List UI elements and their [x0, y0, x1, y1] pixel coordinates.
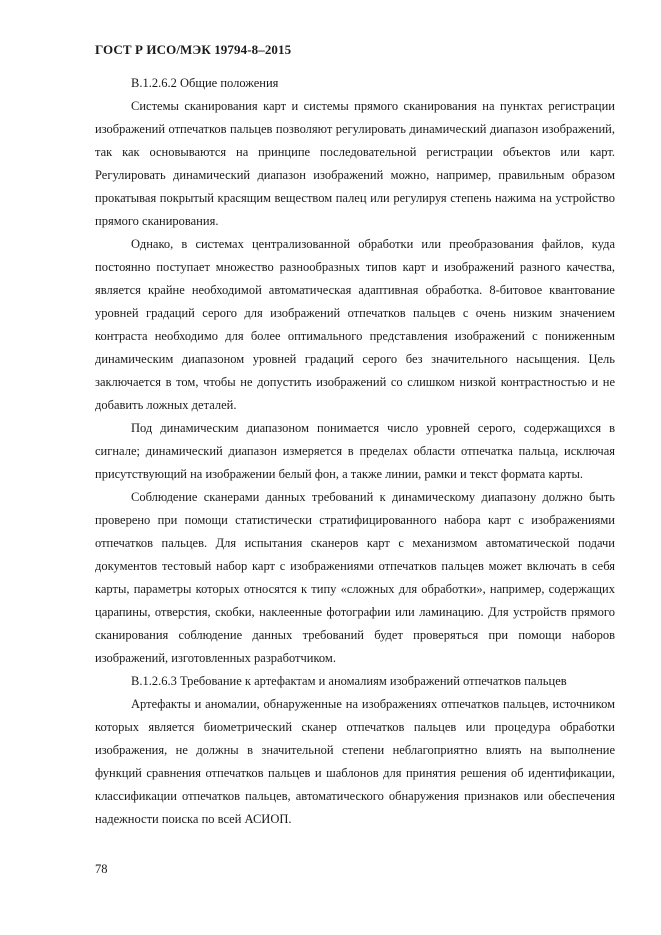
section-general-provisions — [95, 72, 615, 670]
document-header: ГОСТ Р ИСО/МЭК 19794-8–2015 — [95, 42, 292, 57]
section-heading: В.1.2.6.2 Общие положения — [131, 76, 279, 90]
paragraph: Под динамическим диапазоном понимается число уровней серого, содержащихся в сигнале; динамический диапазон измеряется в пределах области отпечатка пальца, исключая присутствующий на изображении белый фон, а также линии, рамки и текст формата карты. — [95, 421, 615, 481]
paragraph: Артефакты и аномалии, обнаруженные на изображениях отпечатков пальцев, источником которых является биометрический сканер отпечатков пальцев или процедура обработки изображения, не должны в значительной степени неблагоприятно влиять на выполнение функций сравнения отпечатков пальцев и шаблонов для принятия решения об идентификации, классификации отпечатков пальцев, автоматического обнаружения признаков или обеспечения надежности поиска по всей АСИОП. — [95, 697, 615, 826]
section-artifacts-requirements — [95, 670, 615, 831]
section-heading: В.1.2.6.3 Требование к артефактам и аномалиям изображений отпечатков пальцев — [131, 674, 567, 688]
paragraph: Однако, в системах централизованной обработки или преобразования файлов, куда постоянно поступает множество разнообразных типов карт и изображений разного качества, является крайне необходимой автоматическая адаптивная обработка. 8-битовое квантование уровней градаций серого для изображений отпечатков пальцев с очень низким значением контраста необходимо для более оптимального представления изображений с пониженным динамическим диапазоном уровней градаций серого без значительного насыщения. Цель заключается в том, чтобы не допустить изображений со слишком низкой контрастностью и не добавить ложных деталей. — [95, 237, 615, 412]
page-number: 78 — [95, 862, 108, 876]
paragraph: Системы сканирования карт и системы прямого сканирования на пунктах регистрации изображений отпечатков пальцев позволяют регулировать динамический диапазон изображений, так как основываются на принципе последовательной регистрации объектов или карт. Регулировать динамический диапазон изображений можно, например, правильным образом прокатывая покрытый красящим веществом палец или регулируя степень нажима на устройство прямого сканирования. — [95, 99, 615, 228]
paragraph: Соблюдение сканерами данных требований к динамическому диапазону должно быть проверено при помощи статистически стратифицированного набора карт с изображениями отпечатков пальцев. Для испытания сканеров карт с механизмом автоматической подачи документов тестовый набор карт с изображениями отпечатков пальцев может включать в себя карты, параметры которых относятся к типу «сложных для обработки», например, содержащих царапины, отверстия, скобки, наклеенные фотографии или ламинацию. Для устройств прямого сканирования соблюдение данных требований будет проверяться при помощи наборов изображений, изготовленных разработчиком. — [95, 490, 615, 665]
